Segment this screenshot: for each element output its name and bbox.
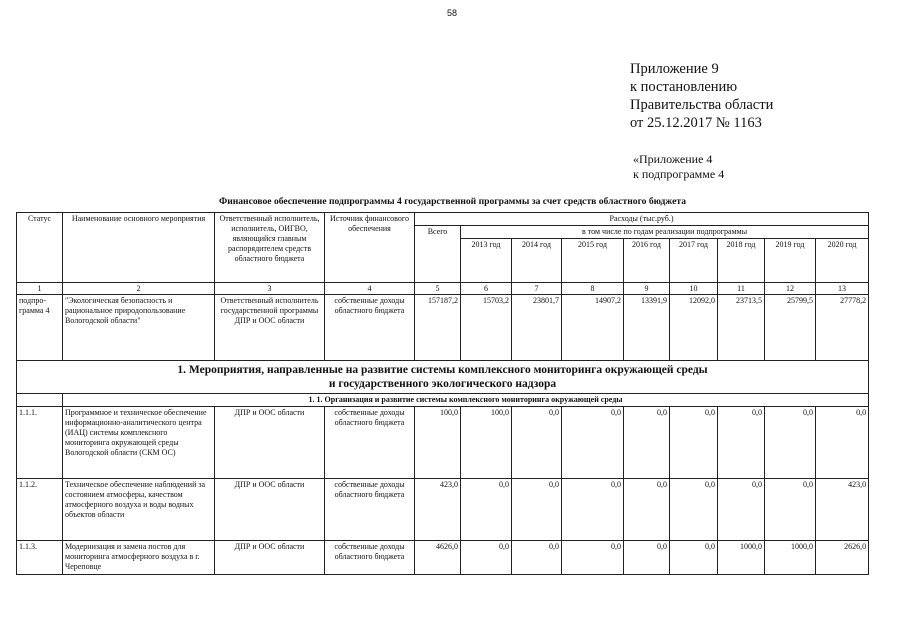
- column-number: 2: [63, 283, 215, 295]
- row-year-value: 1000,0: [718, 541, 765, 575]
- column-number: 10: [670, 283, 718, 295]
- header-executor: Ответственный исполнитель, исполнитель, ОИГВО, являющийся главным распорядителем средств областного бюджета: [215, 213, 325, 283]
- header-year: 2017 год: [670, 239, 718, 283]
- row-year-value: 0,0: [562, 479, 624, 541]
- column-number: 8: [562, 283, 624, 295]
- row-executor: ДПР и ООС области: [215, 479, 325, 541]
- header-year: 2020 год: [816, 239, 869, 283]
- row-year-value: 0,0: [718, 479, 765, 541]
- row-year-value: 13391,9: [624, 295, 670, 361]
- row-year-value: 1000,0: [765, 541, 816, 575]
- row-year-value: 100,0: [461, 407, 512, 479]
- row-year-value: 0,0: [670, 541, 718, 575]
- row-executor: Ответственный исполнитель государственной программы ДПР и ООС области: [215, 295, 325, 361]
- row-year-value: 23801,7: [512, 295, 562, 361]
- section-title: [17, 361, 869, 394]
- row-year-value: 14907,2: [562, 295, 624, 361]
- subsection-title: 1. 1. Организация и развитие системы комплексного мониторинга окружающей среды: [63, 394, 869, 407]
- subsection-spacer: [17, 394, 63, 407]
- row-year-value: 0,0: [670, 407, 718, 479]
- row-year-value: 0,0: [512, 479, 562, 541]
- row-year-value: 0,0: [461, 479, 512, 541]
- row-year-value: 23713,5: [718, 295, 765, 361]
- appendix-line: Правительства области: [630, 97, 774, 113]
- row-name: Модернизация и замена постов для мониторинга атмосферного воздуха в г. Череповце: [63, 541, 215, 575]
- row-year-value: 0,0: [624, 541, 670, 575]
- subsection-row: [17, 394, 869, 407]
- row-year-value: 0,0: [765, 479, 816, 541]
- appendix-line: к постановлению: [630, 79, 738, 95]
- table-row: [17, 541, 869, 575]
- column-number: 12: [765, 283, 816, 295]
- header-including: в том числе по годам реализации подпрограммы: [461, 226, 869, 239]
- section-title-line: и государственного экологического надзора: [328, 378, 557, 390]
- column-number: 3: [215, 283, 325, 295]
- column-number: 1: [17, 283, 63, 295]
- row-total: 423,0: [415, 479, 461, 541]
- row-year-value: 423,0: [816, 479, 869, 541]
- row-year-value: 0,0: [512, 541, 562, 575]
- row-year-value: 2626,0: [816, 541, 869, 575]
- row-year-value: 25799,5: [765, 295, 816, 361]
- row-year-value: 0,0: [562, 541, 624, 575]
- section-title-line: 1. Мероприятия, направленные на развитие системы комплексного мониторинга окружающей среды: [177, 364, 708, 376]
- row-year-value: 0,0: [816, 407, 869, 479]
- header-name: Наименование основного мероприятия: [63, 213, 215, 283]
- header-year: 2014 год: [512, 239, 562, 283]
- header-total: Всего: [415, 226, 461, 283]
- sub-appendix-heading: [633, 152, 724, 182]
- column-number: 5: [415, 283, 461, 295]
- row-year-value: 12092,0: [670, 295, 718, 361]
- header-year: 2013 год: [461, 239, 512, 283]
- row-status: 1.1.3.: [17, 541, 63, 575]
- row-name: "Экологическая безопасность и рациональное природопользование Вологодской области": [63, 295, 215, 361]
- sub-appendix-line: «Приложение 4: [633, 152, 713, 166]
- header-status: Статус: [17, 213, 63, 283]
- row-year-value: 0,0: [512, 407, 562, 479]
- row-name: Техническое обеспечение наблюдений за состоянием атмосферы, качеством атмосферного воздуха и воды водных объектов области: [63, 479, 215, 541]
- row-year-value: 0,0: [461, 541, 512, 575]
- column-number: 11: [718, 283, 765, 295]
- document-title: Финансовое обеспечение подпрограммы 4 государственной программы за счет средств областного бюджета: [218, 196, 687, 207]
- header-source: Источник финансового обеспечения: [325, 213, 415, 283]
- appendix-heading: [630, 60, 773, 132]
- column-number: 6: [461, 283, 512, 295]
- row-source: собственные доходы областного бюджета: [325, 407, 415, 479]
- header-year: 2016 год: [624, 239, 670, 283]
- row-executor: ДПР и ООС области: [215, 541, 325, 575]
- row-total: 100,0: [415, 407, 461, 479]
- row-year-value: 0,0: [670, 479, 718, 541]
- appendix-line: Приложение 9: [630, 61, 719, 77]
- row-status: подпро-грамма 4: [17, 295, 63, 361]
- appendix-line: от 25.12.2017 № 1163: [630, 115, 762, 131]
- financing-table: [16, 212, 869, 575]
- row-source: собственные доходы областного бюджета: [325, 295, 415, 361]
- row-total: 157187,2: [415, 295, 461, 361]
- row-year-value: 0,0: [765, 407, 816, 479]
- row-year-value: 15703,2: [461, 295, 512, 361]
- row-name: Программное и техническое обеспечение информационно-аналитического центра (ИАЦ) системы комплексного мониторинга окружающей среды Вологодской области (СКМ ОС): [63, 407, 215, 479]
- row-source: собственные доходы областного бюджета: [325, 541, 415, 575]
- column-number: 7: [512, 283, 562, 295]
- row-year-value: 0,0: [718, 407, 765, 479]
- sub-appendix-line: к подпрограмме 4: [633, 167, 725, 181]
- row-total: 4626,0: [415, 541, 461, 575]
- row-year-value: 0,0: [624, 479, 670, 541]
- header-year: 2018 год: [718, 239, 765, 283]
- row-year-value: 0,0: [624, 407, 670, 479]
- header-year: 2015 год: [562, 239, 624, 283]
- table-row: [17, 479, 869, 541]
- page-number: 58: [447, 8, 458, 18]
- row-status: 1.1.2.: [17, 479, 63, 541]
- row-source: собственные доходы областного бюджета: [325, 479, 415, 541]
- header-expenses: Расходы (тыс.руб.): [415, 213, 869, 226]
- header-year: 2019 год: [765, 239, 816, 283]
- column-number: 4: [325, 283, 415, 295]
- row-year-value: 0,0: [562, 407, 624, 479]
- column-number-row: [17, 283, 869, 295]
- row-executor: ДПР и ООС области: [215, 407, 325, 479]
- section-row: [17, 361, 869, 394]
- table-row: [17, 407, 869, 479]
- column-number: 9: [624, 283, 670, 295]
- subprogram-row: [17, 295, 869, 361]
- column-number: 13: [816, 283, 869, 295]
- row-year-value: 27778,2: [816, 295, 869, 361]
- row-status: 1.1.1.: [17, 407, 63, 479]
